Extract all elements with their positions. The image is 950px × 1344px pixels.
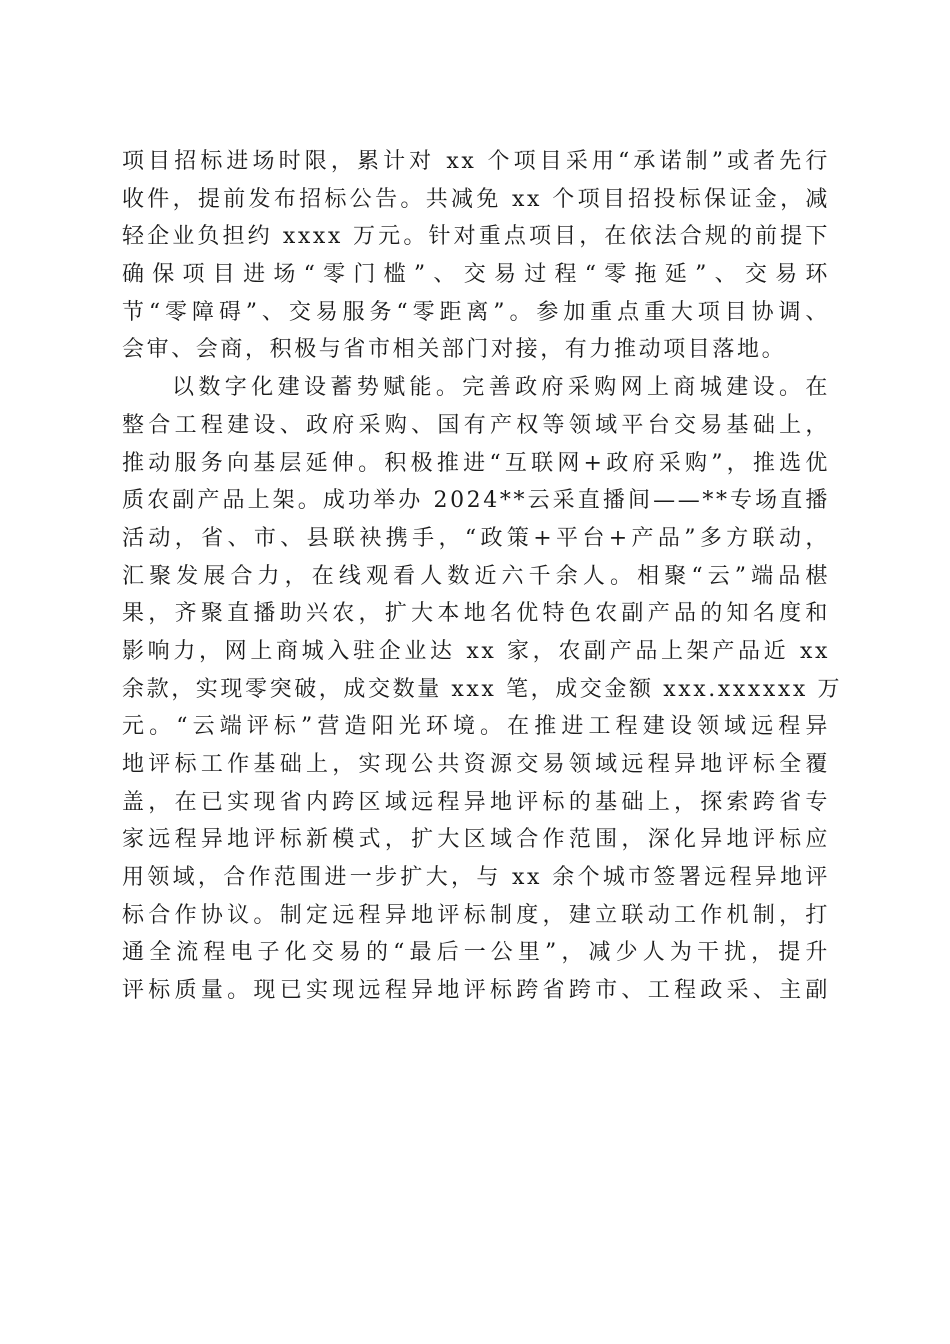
text-line: 轻企业负担约 xxxx 万元。针对重点项目，在依法合规的前提下 <box>122 224 830 250</box>
text-line: 质农副产品上架。成功举办 2024**云采直播间——**专场直播 <box>122 488 830 514</box>
text-line: 项目招标进场时限，累计对 xx 个项目采用“承诺制”或者先行 <box>122 149 830 174</box>
text-line: 收件，提前发布招标公告。共减免 xx 个项目招投标保证金，减 <box>122 186 830 212</box>
text-line: 通全流程电子化交易的“最后一公里”，减少人为干扰，提升 <box>122 940 830 966</box>
text-line: 影响力，网上商城入驻企业达 xx 家，农副产品上架产品近 xx <box>122 638 830 664</box>
text-line: 元。“云端评标”营造阳光环境。在推进工程建设领域远程异 <box>122 714 830 740</box>
text-line: 活动，省、市、县联袂携手，“政策+平台+产品”多方联动， <box>122 525 830 551</box>
paragraph-2 <box>122 369 843 1010</box>
text-line: 余款，实现零突破，成交数量 xxx 笔，成交金额 xxx.xxxxxx 万 <box>122 676 843 702</box>
text-line: 地评标工作基础上，实现公共资源交易领域远程异地评标全覆 <box>122 752 830 777</box>
text-line: 整合工程建设、政府采购、国有产权等领域平台交易基础上， <box>122 412 830 438</box>
text-line-indented: 以数字化建设蓄势赋能。完善政府采购网上商城建设。在 <box>172 375 830 401</box>
text-line: 用领域，合作范围进一步扩大，与 xx 余个城市签署远程异地评 <box>122 865 830 891</box>
document-page <box>122 143 843 1010</box>
text-line: 标合作协议。制定远程异地评标制度，建立联动工作机制，打 <box>122 902 830 928</box>
paragraph-1 <box>122 143 830 369</box>
text-line: 会审、会商，积极与省市相关部门对接，有力推动项目落地。 <box>122 337 787 363</box>
text-line: 家远程异地评标新模式，扩大区域合作范围，深化异地评标应 <box>122 827 830 853</box>
text-line: 节“零障碍”、交易服务“零距离”。参加重点重大项目协调、 <box>122 299 830 325</box>
text-line: 果，齐聚直播助兴农，扩大本地名优特色农副产品的知名度和 <box>122 601 830 627</box>
text-line: 评标质量。现已实现远程异地评标跨省跨市、工程政采、主副 <box>122 978 830 1004</box>
text-line: 盖，在已实现省内跨区域远程异地评标的基础上，探索跨省专 <box>122 789 830 815</box>
text-line: 确保项目进场“零门槛”、交易过程“零拖延”、交易环 <box>122 262 830 288</box>
text-line: 推动服务向基层延伸。积极推进“互联网+政府采购”，推选优 <box>122 450 830 476</box>
text-line: 汇聚发展合力，在线观看人数近六千余人。相聚“云”端品椹 <box>122 563 830 589</box>
